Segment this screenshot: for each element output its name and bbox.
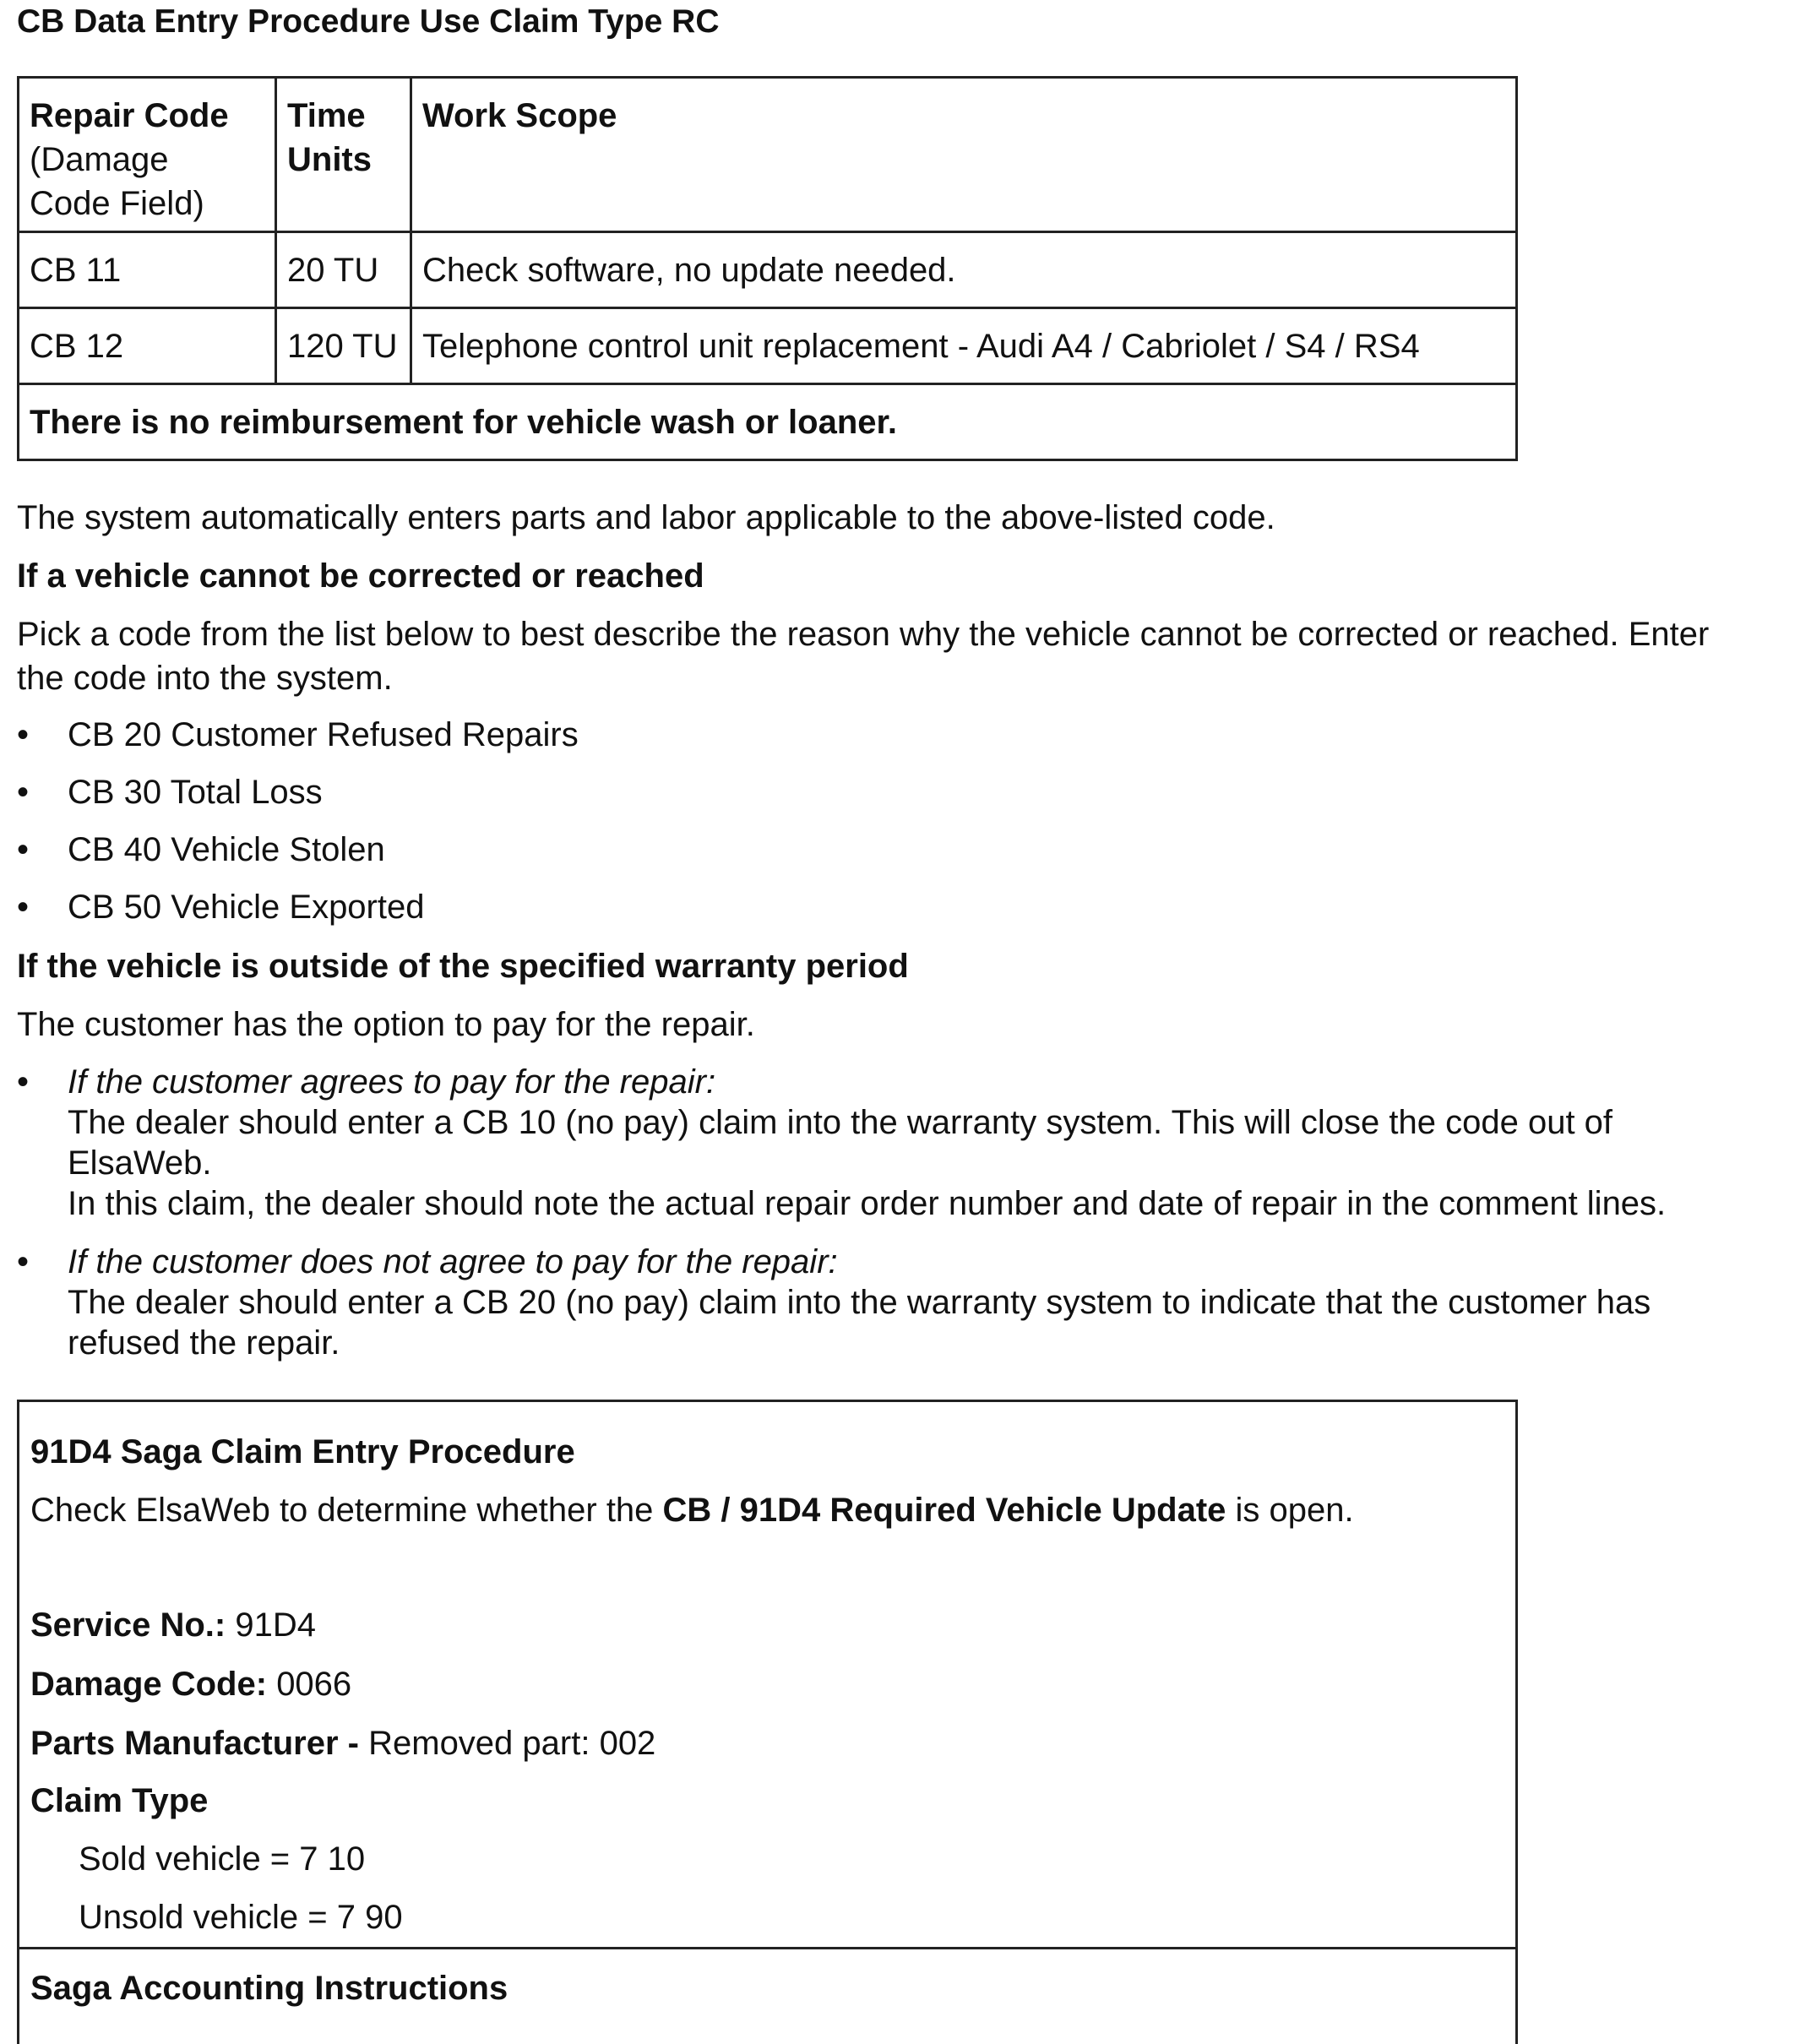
header-time-units: Time Units — [276, 78, 411, 232]
bullet-icon: • — [17, 1063, 30, 1101]
cell-work-scope: Telephone control unit replacement - Audi A4 / Cabriolet / S4 / RS4 — [411, 308, 1517, 384]
outside-warranty-intro: The customer has the option to pay for the repair. — [17, 1006, 755, 1043]
table-header-row — [19, 78, 1517, 232]
parts-manufacturer: Parts Manufacturer - Removed part: 002 — [30, 1725, 656, 1762]
bullet-icon: • — [17, 889, 30, 926]
saga-check-text: Check ElsaWeb to determine whether the CB / 91D4 Required Vehicle Update is open. — [30, 1492, 1354, 1529]
repair-code-table — [17, 76, 1518, 461]
section-heading-not-corrected: If a vehicle cannot be corrected or reached — [17, 557, 704, 595]
table-row — [19, 232, 1517, 308]
header-repair-code: Repair Code (Damage Code Field) — [19, 78, 276, 232]
bullet-icon: • — [17, 1243, 30, 1280]
claim-type-sold: Sold vehicle = 7 10 — [79, 1840, 366, 1878]
auto-enter-text: The system automatically enters parts and labor applicable to the above-listed code. — [17, 499, 1275, 536]
cell-work-scope: Check software, no update needed. — [411, 232, 1517, 308]
cell-code: CB 11 — [19, 232, 276, 308]
header-work-scope: Work Scope — [411, 78, 1517, 232]
bullet-icon: • — [17, 716, 30, 753]
cell-time-units: 120 TU — [276, 308, 411, 384]
table-footer-row — [19, 384, 1517, 460]
cell-code: CB 12 — [19, 308, 276, 384]
bullet-icon: • — [17, 774, 30, 811]
bullet-icon: • — [17, 831, 30, 868]
page-title: CB Data Entry Procedure Use Claim Type RC — [17, 3, 720, 40]
section-heading-outside-warranty: If the vehicle is outside of the specified warranty period — [17, 948, 909, 985]
cell-time-units: 20 TU — [276, 232, 411, 308]
header-repair-code-note: (Damage Code Field) — [30, 141, 204, 222]
saga-accounting-heading: Saga Accounting Instructions — [30, 1970, 508, 2007]
saga-heading: 91D4 Saga Claim Entry Procedure — [30, 1433, 575, 1470]
claim-type-unsold: Unsold vehicle = 7 90 — [79, 1899, 403, 1936]
not-corrected-intro-line2: the code into the system. — [17, 660, 393, 697]
not-corrected-intro-line1: Pick a code from the list below to best describe the reason why the vehicle cannot be corrected or reached. Enter — [17, 616, 1710, 653]
damage-code: Damage Code: 0066 — [30, 1666, 352, 1703]
claim-type-label: Claim Type — [30, 1782, 209, 1819]
no-reimbursement-note: There is no reimbursement for vehicle wash or loaner. — [19, 384, 1517, 460]
table-row — [19, 308, 1517, 384]
service-number: Service No.: 91D4 — [30, 1606, 316, 1644]
saga-procedure-box — [17, 1400, 1518, 2044]
box-divider — [19, 1947, 1515, 1949]
